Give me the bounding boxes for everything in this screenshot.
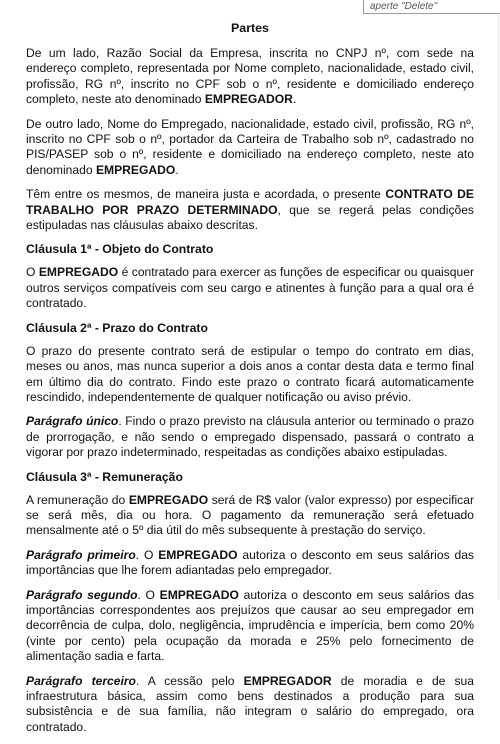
bold-term: EMPREGADOR [204,92,293,107]
paragraph-agreement[interactable] [26,187,474,233]
text: Têm entre os mesmos, de maneira justa e acordada, o presente [26,187,386,202]
text: . A cessão pelo [135,673,244,688]
paragraph-employee[interactable] [26,117,474,179]
text: , que se regerá pelas condições estipuladas nas cláusulas abaixo descritas. [26,202,474,233]
clause-2-paragraph[interactable]: O prazo do presente contrato será de estipular o tempo do contrato em dias, meses ou anos, mas nunca superior a dois anos a contar desta data e termo final em último dia do contrato. Findo este prazo o contrato ficará automaticamente rescindido, independentemente de qualquer notificação ou aviso prévio. [26,343,474,404]
paragraph-employer[interactable] [26,46,474,108]
clause-3-third-paragraph[interactable] [26,674,474,736]
bold-term: CONTRATO DE TRABALHO POR PRAZO DETERMINADO [26,187,474,217]
delete-hint-box [363,0,500,14]
bold-term: EMPREGADOR [243,673,332,688]
text: De outro lado, Nome do Empregado, nacionalidade, estado civil, profissão, RG nº, inscrito no CPF sob o nº, portador da Carteira de Trabalho sob nº, cadastrado no PIS/PASEP sob o nº, residente e domiciliado na endereço completo, neste ato denominado [26,116,474,177]
bold-term: EMPREGADO [128,492,209,507]
paragraph-label: Parágrafo primeiro [26,547,136,562]
clause-1-title: Cláusula 1ª - Objeto do Contrato [26,242,214,257]
bold-term: EMPREGADO [159,587,239,602]
delete-hint-text: aperte "Delete" [370,1,438,12]
text: . O [135,547,159,562]
text: O [26,265,39,280]
paragraph-label: Parágrafo único [26,414,119,429]
bold-term: EMPREGADO [38,265,119,280]
page-title: Partes [231,21,269,35]
clause-2-title: Cláusula 2ª - Prazo do Contrato [26,320,208,335]
text: De um lado, Razão Social da Empresa, inscrita no CNPJ nº, com sede na endereço completo, representada por Nome completo, nacionalidade, estado civil, profissão, RG nº, inscrito no CPF sob o nº, residente e domiciliado endereço completo, neste ato denominado [26,46,474,107]
text: é contratado para exercer as funções de especificar ou quaisquer outros serviços compatíveis com seu cargo e atinentes à função para a qual ora é contratado. [26,265,474,311]
text: autoriza o desconto em seus salários das importâncias correspondentes aos prejuízos que causar ao seu empregador em decorrência de culpa, dolo, negligência, imprudência e imperícia, bem como 20% (vinte por cento) pela ocupação da morada e 25% pelo fornecimento de alimentação sadia e farta. [26,587,474,664]
bold-term: EMPREGADO [95,162,176,177]
clause-3-title: Cláusula 3ª - Remuneração [26,469,183,484]
text: A remuneração do [26,492,129,507]
bold-term: EMPREGADO [158,547,238,562]
clause-2-sole-paragraph[interactable] [26,414,474,460]
clause-3-first-paragraph[interactable] [26,548,474,579]
text: de moradia e de sua infraestrutura básica, assim como bens destinados a produção para sua subsistência e de sua família, não integram o salário do empregado, ora contratado. [26,673,475,734]
clause-1-paragraph[interactable] [26,265,474,311]
clause-3-second-paragraph[interactable] [26,588,474,665]
paragraph-label: Parágrafo segundo [26,587,138,602]
text: . O [137,587,160,602]
document-page[interactable] [26,20,474,744]
text: será de R$ valor (valor expresso) por especificar se será mês, dia ou hora. O pagamento da remuneração será efetuado mensalmente até o 5º dia útil do mês subsequente à prestação do serviço. [26,492,474,538]
text: autoriza o desconto em seus salários das importâncias que lhe forem adiantadas pelo empregador. [26,547,474,578]
paragraph-label: Parágrafo terceiro [26,673,136,688]
text: . Findo o prazo previsto na cláusula anterior ou terminado o prazo de prorrogação, e não sendo o empregado dispensado, passará o contrato a vigorar por prazo indeterminado, respeitadas as condições abaixo estipuladas. [26,414,474,460]
text: . [175,162,179,177]
text: . [292,92,297,107]
clause-3-paragraph[interactable] [26,493,474,539]
